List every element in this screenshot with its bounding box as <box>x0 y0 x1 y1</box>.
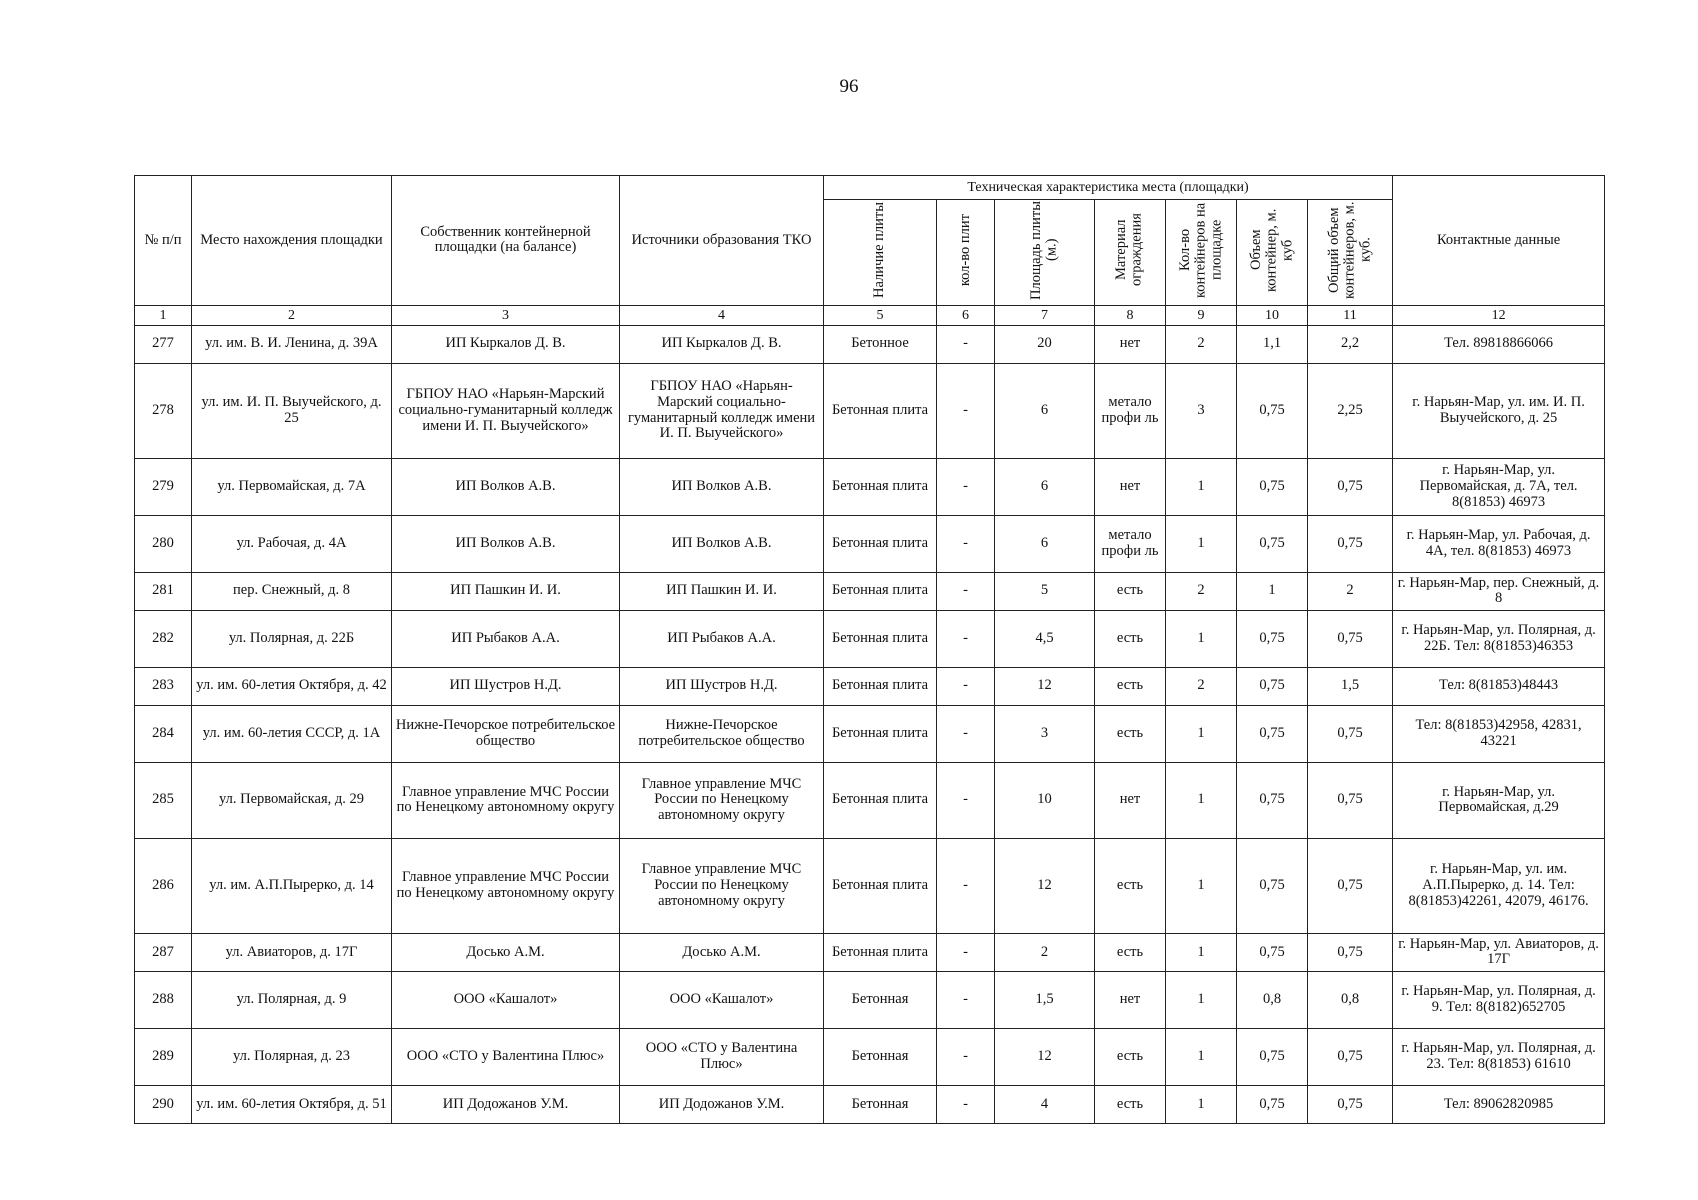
row-contact: г. Нарьян-Мар, ул. Полярная, д. 23. Тел: 8(81853) 61610 <box>1393 1028 1605 1085</box>
row-fence: нет <box>1095 325 1166 363</box>
row-fence: есть <box>1095 933 1166 971</box>
row-number: 287 <box>135 933 192 971</box>
row-owner: ИП Додожанов У.М. <box>392 1085 620 1123</box>
row-fence: нет <box>1095 458 1166 515</box>
row-owner: ИП Пашкин И. И. <box>392 572 620 610</box>
row-number: 277 <box>135 325 192 363</box>
column-number: 4 <box>620 305 824 325</box>
row-total-volume: 0,75 <box>1308 515 1393 572</box>
row-total-volume: 0,75 <box>1308 610 1393 667</box>
row-slab-area: 6 <box>995 363 1095 458</box>
row-location: ул. Рабочая, д. 4А <box>192 515 392 572</box>
header-location: Место нахождения площадки <box>192 176 392 306</box>
row-total-volume: 0,75 <box>1308 705 1393 762</box>
row-container-volume: 0,75 <box>1237 705 1308 762</box>
table-row <box>135 933 1605 971</box>
row-contact: г. Нарьян-Мар, ул. Авиаторов, д. 17Г <box>1393 933 1605 971</box>
row-container-count: 2 <box>1166 667 1237 705</box>
column-number: 3 <box>392 305 620 325</box>
table-row <box>135 705 1605 762</box>
row-number: 284 <box>135 705 192 762</box>
row-location: пер. Снежный, д. 8 <box>192 572 392 610</box>
row-container-volume: 0,75 <box>1237 610 1308 667</box>
row-contact: Тел. 89818866066 <box>1393 325 1605 363</box>
row-source: ООО «Кашалот» <box>620 971 824 1028</box>
row-total-volume: 0,75 <box>1308 933 1393 971</box>
row-source: ИП Шустров Н.Д. <box>620 667 824 705</box>
row-location: ул. Полярная, д. 23 <box>192 1028 392 1085</box>
row-fence: есть <box>1095 610 1166 667</box>
column-number: 2 <box>192 305 392 325</box>
row-slab-count: - <box>937 933 995 971</box>
row-slab: Бетонная плита <box>824 363 937 458</box>
row-slab: Бетонная <box>824 971 937 1028</box>
row-owner: ИП Волков А.В. <box>392 515 620 572</box>
row-contact: г. Нарьян-Мар, ул. Первомайская, д. 7А, тел. 8(81853) 46973 <box>1393 458 1605 515</box>
column-number: 5 <box>824 305 937 325</box>
row-slab-area: 3 <box>995 705 1095 762</box>
table-row <box>135 1028 1605 1085</box>
row-contact: Тел: 89062820985 <box>1393 1085 1605 1123</box>
row-slab: Бетонная плита <box>824 705 937 762</box>
header-slab-area: Площадь плиты (м.) <box>995 200 1095 306</box>
column-number: 7 <box>995 305 1095 325</box>
row-slab-count: - <box>937 705 995 762</box>
row-owner: ИП Волков А.В. <box>392 458 620 515</box>
row-contact: г. Нарьян-Мар, ул. Полярная, д. 22Б. Тел: 8(81853)46353 <box>1393 610 1605 667</box>
table-row <box>135 572 1605 610</box>
row-fence: метало профи ль <box>1095 363 1166 458</box>
row-contact: г. Нарьян-Мар, ул. Первомайская, д.29 <box>1393 762 1605 838</box>
row-container-count: 1 <box>1166 1085 1237 1123</box>
row-owner: ИП Кыркалов Д. В. <box>392 325 620 363</box>
row-location: ул. им. В. И. Ленина, д. 39А <box>192 325 392 363</box>
row-location: ул. им. 60-летия СССР, д. 1А <box>192 705 392 762</box>
row-number: 289 <box>135 1028 192 1085</box>
row-slab: Бетонная плита <box>824 667 937 705</box>
row-fence: нет <box>1095 762 1166 838</box>
row-slab-area: 2 <box>995 933 1095 971</box>
table-row <box>135 363 1605 458</box>
row-slab: Бетонное <box>824 325 937 363</box>
row-container-count: 1 <box>1166 933 1237 971</box>
column-number: 12 <box>1393 305 1605 325</box>
row-slab-area: 12 <box>995 1028 1095 1085</box>
row-slab-count: - <box>937 1085 995 1123</box>
row-source: Главное управление МЧС России по Ненецкому автономному округу <box>620 838 824 933</box>
table-row <box>135 1085 1605 1123</box>
row-slab-area: 10 <box>995 762 1095 838</box>
row-container-count: 2 <box>1166 325 1237 363</box>
row-slab-count: - <box>937 363 995 458</box>
row-slab: Бетонная плита <box>824 933 937 971</box>
row-location: ул. им. И. П. Выучейского, д. 25 <box>192 363 392 458</box>
row-slab-area: 12 <box>995 838 1095 933</box>
row-contact: г. Нарьян-Мар, ул. Полярная, д. 9. Тел: 8(8182)652705 <box>1393 971 1605 1028</box>
row-owner: Досько А.М. <box>392 933 620 971</box>
row-owner: Нижне-Печорское потребительское общество <box>392 705 620 762</box>
row-slab-area: 12 <box>995 667 1095 705</box>
header-slab: Наличие плиты <box>824 200 937 306</box>
header-source: Источники образования ТКО <box>620 176 824 306</box>
row-fence: есть <box>1095 838 1166 933</box>
row-slab: Бетонная <box>824 1028 937 1085</box>
row-contact: Тел: 8(81853)42958, 42831, 43221 <box>1393 705 1605 762</box>
row-location: ул. Полярная, д. 9 <box>192 971 392 1028</box>
row-fence: есть <box>1095 705 1166 762</box>
row-container-count: 1 <box>1166 838 1237 933</box>
row-slab-area: 20 <box>995 325 1095 363</box>
row-total-volume: 2,25 <box>1308 363 1393 458</box>
row-slab: Бетонная плита <box>824 572 937 610</box>
row-slab-count: - <box>937 667 995 705</box>
header-fence-material: Материал ограждения <box>1095 200 1166 306</box>
row-source: ИП Кыркалов Д. В. <box>620 325 824 363</box>
row-total-volume: 0,75 <box>1308 762 1393 838</box>
page-number: 96 <box>839 76 859 97</box>
header-container-count: Кол-во контейнеров на площадке <box>1166 200 1237 306</box>
header-total-volume: Общий объем контейнеров, м. куб. <box>1308 200 1393 306</box>
row-total-volume: 0,8 <box>1308 971 1393 1028</box>
row-source: Нижне-Печорское потребительское общество <box>620 705 824 762</box>
row-source: ООО «СТО у Валентина Плюс» <box>620 1028 824 1085</box>
row-number: 285 <box>135 762 192 838</box>
row-container-volume: 1,1 <box>1237 325 1308 363</box>
table-row <box>135 458 1605 515</box>
row-owner: ООО «Кашалот» <box>392 971 620 1028</box>
row-fence: есть <box>1095 572 1166 610</box>
row-slab-area: 4,5 <box>995 610 1095 667</box>
row-slab-count: - <box>937 325 995 363</box>
row-container-volume: 0,75 <box>1237 762 1308 838</box>
row-location: ул. Первомайская, д. 29 <box>192 762 392 838</box>
row-number: 278 <box>135 363 192 458</box>
row-number: 280 <box>135 515 192 572</box>
row-slab: Бетонная плита <box>824 762 937 838</box>
row-total-volume: 0,75 <box>1308 1028 1393 1085</box>
row-location: ул. Первомайская, д. 7А <box>192 458 392 515</box>
row-fence: метало профи ль <box>1095 515 1166 572</box>
row-contact: г. Нарьян-Мар, ул. им. А.П.Пырерко, д. 14. Тел: 8(81853)42261, 42079, 46176. <box>1393 838 1605 933</box>
row-owner: ООО «СТО у Валентина Плюс» <box>392 1028 620 1085</box>
header-container-volume: Объем контейнер, м. куб <box>1237 200 1308 306</box>
row-slab: Бетонная плита <box>824 458 937 515</box>
header-owner: Собственник контейнерной площадки (на балансе) <box>392 176 620 306</box>
row-source: ИП Додожанов У.М. <box>620 1085 824 1123</box>
row-slab-area: 6 <box>995 458 1095 515</box>
row-location: ул. им. 60-летия Октября, д. 42 <box>192 667 392 705</box>
row-contact: Тел: 8(81853)48443 <box>1393 667 1605 705</box>
row-slab-count: - <box>937 610 995 667</box>
row-container-count: 1 <box>1166 762 1237 838</box>
row-container-volume: 0,75 <box>1237 933 1308 971</box>
row-fence: нет <box>1095 971 1166 1028</box>
row-owner: Главное управление МЧС России по Ненецкому автономному округу <box>392 762 620 838</box>
row-slab-area: 5 <box>995 572 1095 610</box>
row-slab-count: - <box>937 515 995 572</box>
row-owner: Главное управление МЧС России по Ненецкому автономному округу <box>392 838 620 933</box>
row-slab-count: - <box>937 572 995 610</box>
table-row <box>135 762 1605 838</box>
header-contacts: Контактные данные <box>1393 176 1605 306</box>
row-container-count: 1 <box>1166 971 1237 1028</box>
row-container-volume: 0,75 <box>1237 458 1308 515</box>
row-container-volume: 0,75 <box>1237 838 1308 933</box>
row-container-volume: 0,75 <box>1237 667 1308 705</box>
row-container-count: 1 <box>1166 610 1237 667</box>
row-container-count: 1 <box>1166 705 1237 762</box>
row-slab-count: - <box>937 838 995 933</box>
row-number: 283 <box>135 667 192 705</box>
row-slab-count: - <box>937 762 995 838</box>
row-slab-count: - <box>937 458 995 515</box>
row-location: ул. Авиаторов, д. 17Г <box>192 933 392 971</box>
column-number-row <box>135 305 1605 325</box>
column-number: 1 <box>135 305 192 325</box>
row-container-volume: 0,8 <box>1237 971 1308 1028</box>
column-number: 8 <box>1095 305 1166 325</box>
row-source: ГБПОУ НАО «Нарьян-Марский социально-гуманитарный колледж имени И. П. Выучейского» <box>620 363 824 458</box>
table-row <box>135 971 1605 1028</box>
row-location: ул. Полярная, д. 22Б <box>192 610 392 667</box>
row-contact: г. Нарьян-Мар, пер. Снежный, д. 8 <box>1393 572 1605 610</box>
row-fence: есть <box>1095 1085 1166 1123</box>
row-number: 281 <box>135 572 192 610</box>
row-total-volume: 2 <box>1308 572 1393 610</box>
row-container-volume: 0,75 <box>1237 515 1308 572</box>
row-source: ИП Волков А.В. <box>620 458 824 515</box>
column-number: 6 <box>937 305 995 325</box>
container-sites-table <box>134 175 1605 1124</box>
row-slab: Бетонная плита <box>824 838 937 933</box>
table-row <box>135 667 1605 705</box>
row-source: ИП Волков А.В. <box>620 515 824 572</box>
row-container-count: 2 <box>1166 572 1237 610</box>
row-number: 282 <box>135 610 192 667</box>
row-container-volume: 1 <box>1237 572 1308 610</box>
row-fence: есть <box>1095 1028 1166 1085</box>
row-contact: г. Нарьян-Мар, ул. Рабочая, д. 4А, тел. 8(81853) 46973 <box>1393 515 1605 572</box>
header-tech-group: Техническая характеристика места (площадки) <box>824 176 1393 200</box>
row-total-volume: 0,75 <box>1308 458 1393 515</box>
row-owner: ИП Рыбаков А.А. <box>392 610 620 667</box>
row-slab-count: - <box>937 971 995 1028</box>
row-source: ИП Рыбаков А.А. <box>620 610 824 667</box>
row-number: 288 <box>135 971 192 1028</box>
column-number: 9 <box>1166 305 1237 325</box>
row-location: ул. им. А.П.Пырерко, д. 14 <box>192 838 392 933</box>
header-slab-count: кол-во плит <box>937 200 995 306</box>
row-slab-count: - <box>937 1028 995 1085</box>
row-source: Досько А.М. <box>620 933 824 971</box>
row-container-count: 3 <box>1166 363 1237 458</box>
row-slab: Бетонная плита <box>824 610 937 667</box>
row-number: 279 <box>135 458 192 515</box>
row-owner: ГБПОУ НАО «Нарьян-Марский социально-гуманитарный колледж имени И. П. Выучейского» <box>392 363 620 458</box>
table-row <box>135 610 1605 667</box>
row-location: ул. им. 60-летия Октября, д. 51 <box>192 1085 392 1123</box>
row-contact: г. Нарьян-Мар, ул. им. И. П. Выучейского, д. 25 <box>1393 363 1605 458</box>
row-slab: Бетонная плита <box>824 515 937 572</box>
row-slab-area: 6 <box>995 515 1095 572</box>
row-number: 290 <box>135 1085 192 1123</box>
row-fence: есть <box>1095 667 1166 705</box>
row-container-volume: 0,75 <box>1237 363 1308 458</box>
table-row <box>135 838 1605 933</box>
header-number: № п/п <box>135 176 192 306</box>
column-number: 10 <box>1237 305 1308 325</box>
table-row <box>135 325 1605 363</box>
row-container-volume: 0,75 <box>1237 1028 1308 1085</box>
row-total-volume: 0,75 <box>1308 1085 1393 1123</box>
row-container-count: 1 <box>1166 515 1237 572</box>
row-total-volume: 0,75 <box>1308 838 1393 933</box>
row-container-volume: 0,75 <box>1237 1085 1308 1123</box>
row-container-count: 1 <box>1166 1028 1237 1085</box>
row-number: 286 <box>135 838 192 933</box>
column-number: 11 <box>1308 305 1393 325</box>
row-source: ИП Пашкин И. И. <box>620 572 824 610</box>
table-row <box>135 515 1605 572</box>
row-slab: Бетонная <box>824 1085 937 1123</box>
row-slab-area: 4 <box>995 1085 1095 1123</box>
row-owner: ИП Шустров Н.Д. <box>392 667 620 705</box>
row-total-volume: 2,2 <box>1308 325 1393 363</box>
row-slab-area: 1,5 <box>995 971 1095 1028</box>
row-container-count: 1 <box>1166 458 1237 515</box>
row-source: Главное управление МЧС России по Ненецкому автономному округу <box>620 762 824 838</box>
row-total-volume: 1,5 <box>1308 667 1393 705</box>
